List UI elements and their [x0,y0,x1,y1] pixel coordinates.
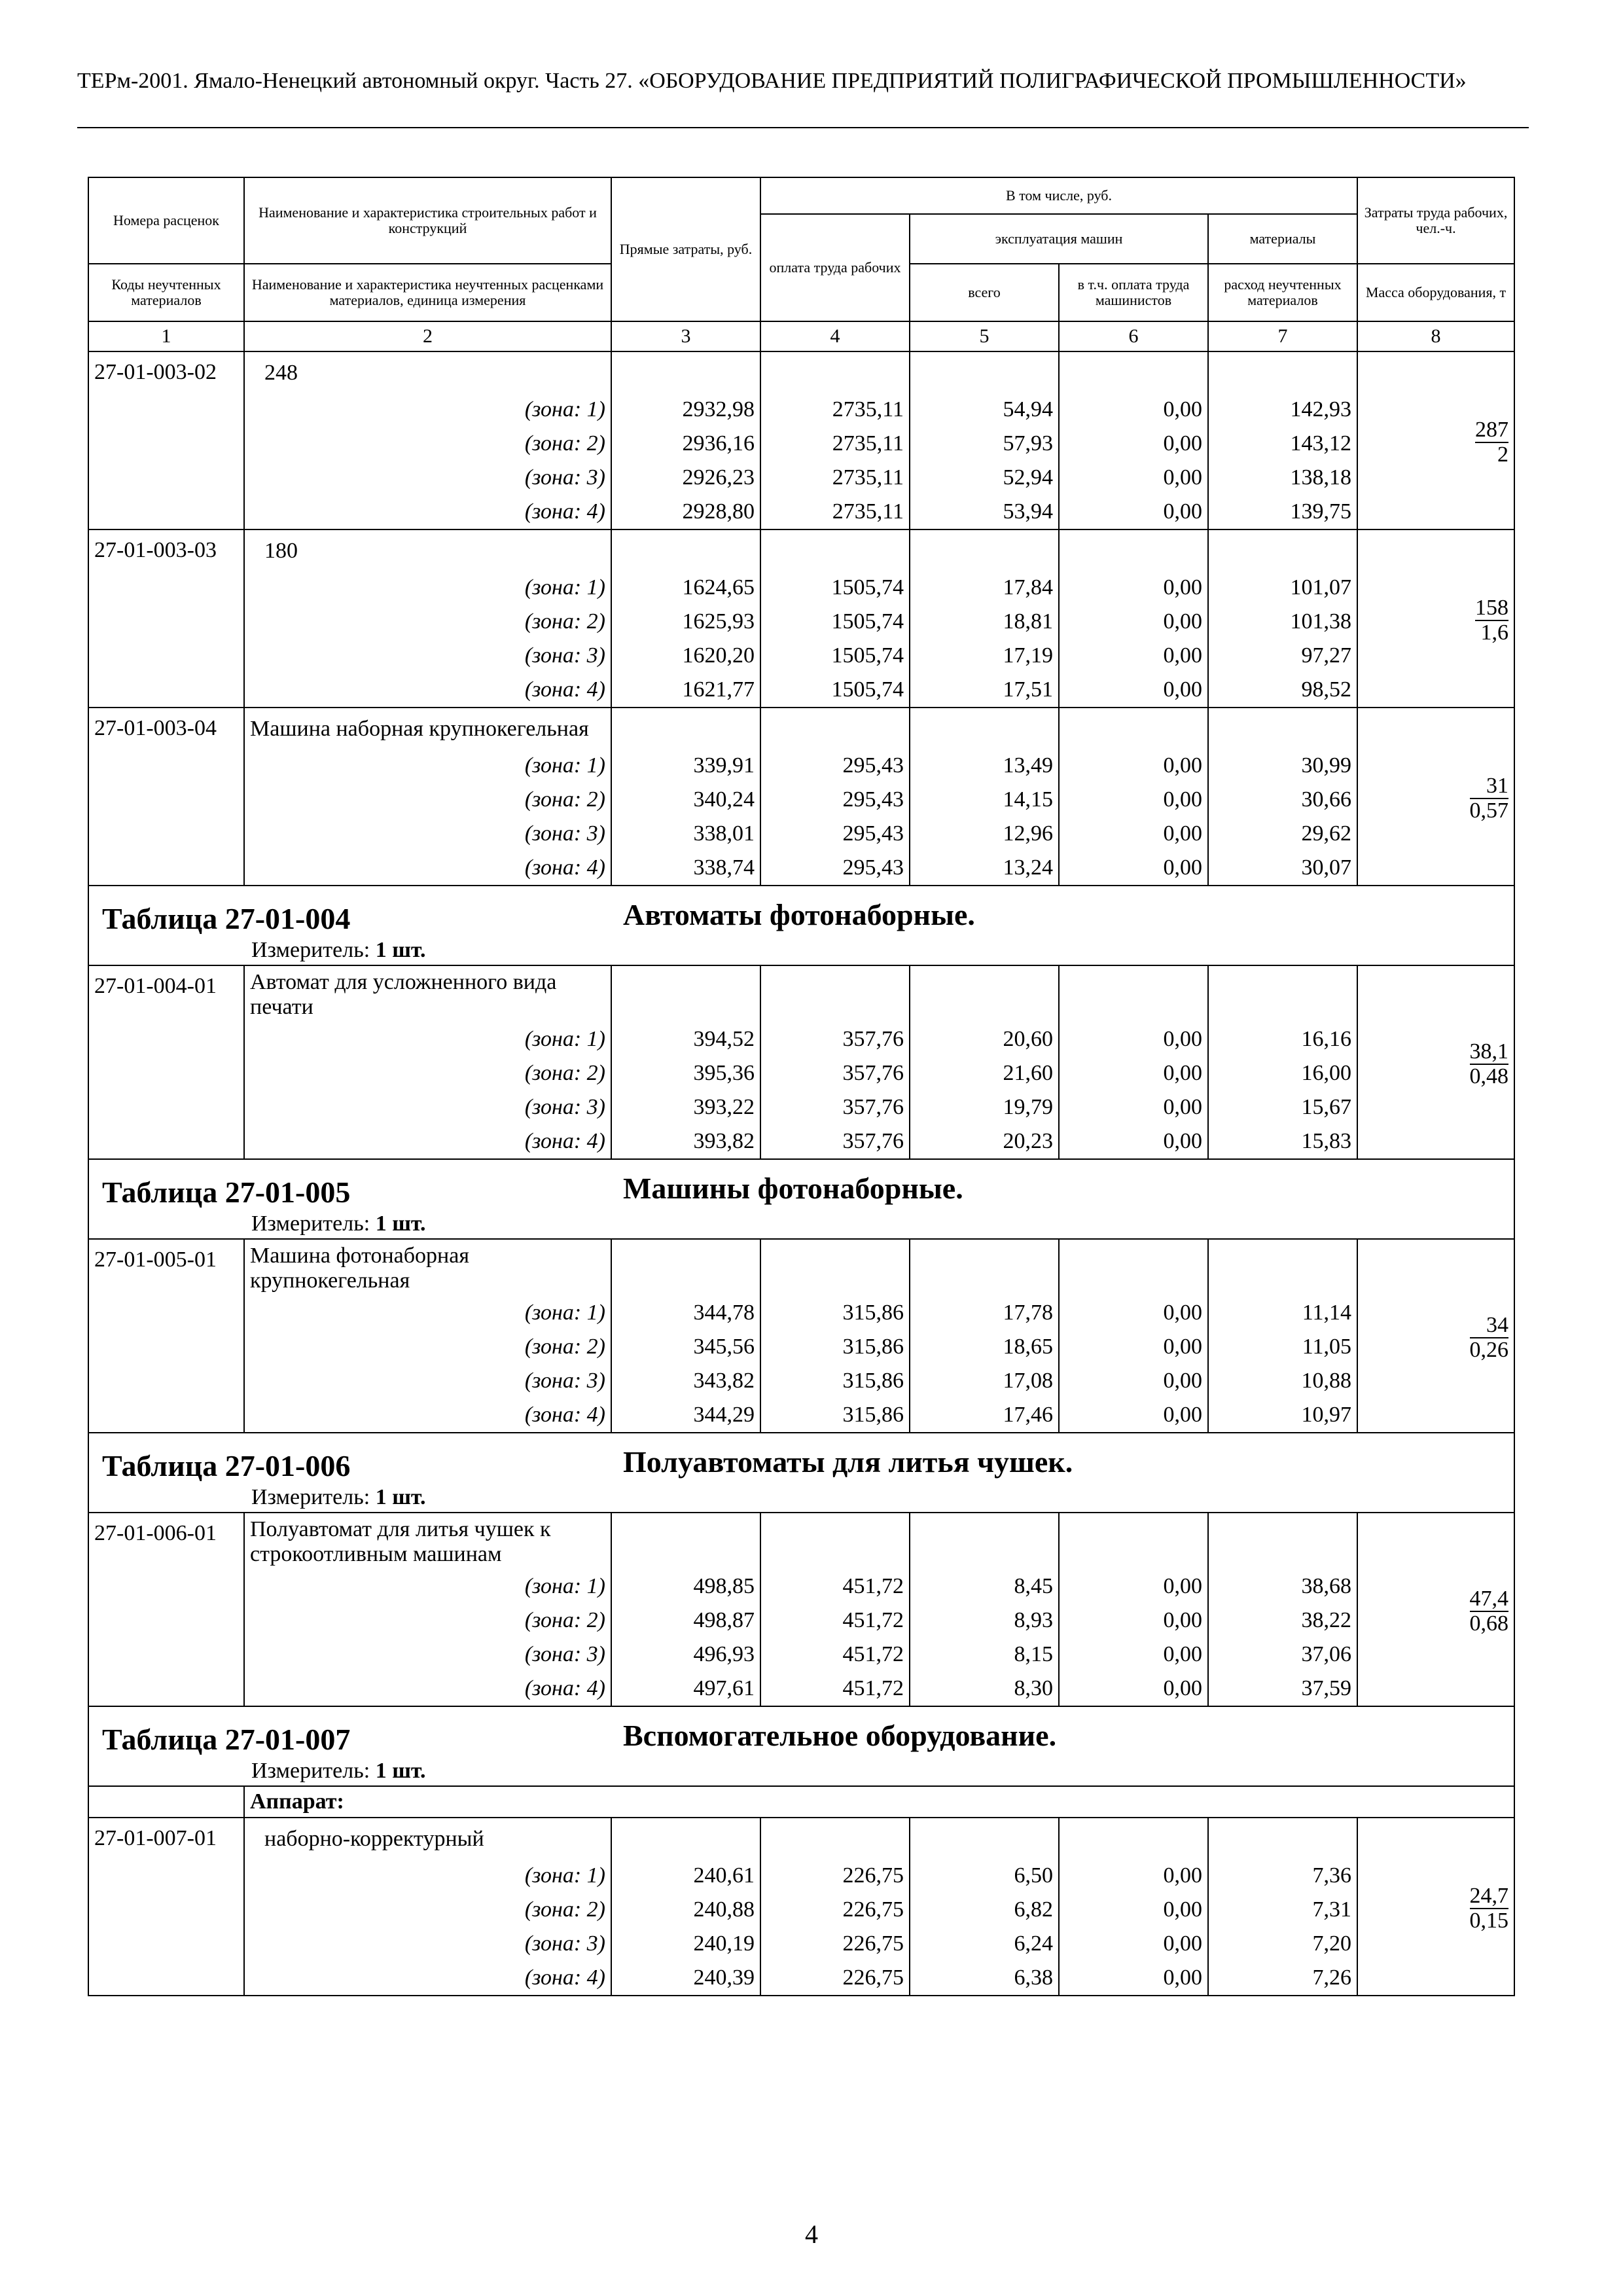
rate-name: Машина фотонаборная крупнокегельная [244,1239,611,1296]
section-title: Полуавтоматы для литья чушек. [623,1445,1073,1479]
labor-mass-cell [1357,351,1514,529]
value-materials: 101,38 [1208,605,1357,639]
zone-row [88,495,1514,529]
value-operators: 0,00 [1059,673,1208,708]
value-operators: 0,00 [1059,571,1208,605]
value-operators: 0,00 [1059,1672,1208,1706]
col4-header: оплата труда рабочих [760,214,910,321]
zone-row [88,1672,1514,1706]
equipment-mass: 0,15 [1469,1908,1509,1933]
zone-row [88,461,1514,495]
value-machines: 14,15 [910,783,1059,817]
value-materials: 10,88 [1208,1364,1357,1398]
value-machines: 13,49 [910,749,1059,783]
value-machines: 18,81 [910,605,1059,639]
value-wage: 357,76 [760,1056,910,1090]
col8-bottom-header: Масса оборудования, т [1357,264,1514,321]
value-operators: 0,00 [1059,639,1208,673]
labor-mass-fraction [1470,1884,1509,1933]
col2-bottom-header: Наименование и характеристика неучтенных расценками материалов, единица измерения [244,264,611,321]
zone-row [88,427,1514,461]
value-materials: 37,06 [1208,1638,1357,1672]
col7-header: расход неучтенных материалов [1208,264,1357,321]
zone-label: (зона: 4) [244,1672,611,1706]
zone-row [88,851,1514,886]
zone-label: (зона: 1) [244,1859,611,1893]
zone-label: (зона: 4) [244,1961,611,1996]
value-machines: 8,93 [910,1604,1059,1638]
rate-row [88,1818,1514,1859]
zone-label: (зона: 1) [244,1022,611,1056]
value-wage: 1505,74 [760,605,910,639]
value-direct: 2932,98 [611,393,760,427]
value-machines: 17,46 [910,1398,1059,1433]
column-number: 7 [1208,321,1357,351]
section-table-number: Таблица 27-01-007 [102,1723,351,1756]
table-section-heading [88,1159,1514,1210]
value-machines: 17,08 [910,1364,1059,1398]
zone-row [88,1893,1514,1927]
value-materials: 7,26 [1208,1961,1357,1996]
zone-label: (зона: 4) [244,495,611,529]
value-materials: 15,67 [1208,1090,1357,1124]
value-operators: 0,00 [1059,1022,1208,1056]
value-direct: 240,61 [611,1859,760,1893]
value-materials: 29,62 [1208,817,1357,851]
rate-code: 27-01-003-04 [88,708,244,886]
col2-top-header: Наименование и характеристика строительных работ и конструкций [244,177,611,264]
value-wage: 295,43 [760,851,910,886]
section-table-number: Таблица 27-01-004 [102,902,351,935]
value-operators: 0,00 [1059,851,1208,886]
value-operators: 0,00 [1059,1330,1208,1364]
value-direct: 393,82 [611,1124,760,1159]
value-wage: 2735,11 [760,495,910,529]
value-wage: 1505,74 [760,673,910,708]
value-materials: 101,07 [1208,571,1357,605]
value-operators: 0,00 [1059,1638,1208,1672]
value-machines: 17,78 [910,1296,1059,1330]
value-operators: 0,00 [1059,817,1208,851]
zone-label: (зона: 2) [244,1330,611,1364]
labor-mass-cell [1357,1818,1514,1996]
value-machines: 13,24 [910,851,1059,886]
value-wage: 451,72 [760,1604,910,1638]
zone-label: (зона: 2) [244,427,611,461]
value-wage: 451,72 [760,1672,910,1706]
zone-label: (зона: 4) [244,851,611,886]
section-meter-row [88,1757,1514,1786]
value-operators: 0,00 [1059,1961,1208,1996]
value-operators: 0,00 [1059,1398,1208,1433]
rate-row [88,708,1514,749]
rate-row [88,529,1514,571]
value-direct: 1620,20 [611,639,760,673]
zone-row [88,605,1514,639]
rate-code: 27-01-006-01 [88,1513,244,1706]
col3-header: Прямые затраты, руб. [611,177,760,321]
value-operators: 0,00 [1059,749,1208,783]
rate-code: 27-01-007-01 [88,1818,244,1996]
col1-top-header: Номера расценок [88,177,244,264]
zone-row [88,1090,1514,1124]
group-header: В том числе, руб. [760,177,1357,214]
value-direct: 240,88 [611,1893,760,1927]
value-materials: 10,97 [1208,1398,1357,1433]
value-operators: 0,00 [1059,393,1208,427]
value-materials: 11,14 [1208,1296,1357,1330]
rate-name: 248 [244,351,611,393]
column-number: 1 [88,321,244,351]
value-wage: 226,75 [760,1927,910,1961]
zone-row [88,749,1514,783]
zone-row [88,1638,1514,1672]
zone-label: (зона: 2) [244,1056,611,1090]
labor-mass-cell [1357,965,1514,1159]
value-wage: 1505,74 [760,639,910,673]
value-direct: 340,24 [611,783,760,817]
labor-mass-fraction [1470,1587,1509,1636]
zone-row [88,1056,1514,1090]
value-materials: 15,83 [1208,1124,1357,1159]
value-materials: 7,31 [1208,1893,1357,1927]
value-wage: 315,86 [760,1296,910,1330]
value-operators: 0,00 [1059,1364,1208,1398]
value-machines: 6,24 [910,1927,1059,1961]
value-materials: 7,36 [1208,1859,1357,1893]
zone-label: (зона: 4) [244,1398,611,1433]
page-number: 4 [805,2219,818,2249]
col1-bottom-header: Коды неучтенных материалов [88,264,244,321]
value-wage: 2735,11 [760,393,910,427]
value-machines: 19,79 [910,1090,1059,1124]
zone-label: (зона: 1) [244,749,611,783]
zone-label: (зона: 3) [244,461,611,495]
value-machines: 20,60 [910,1022,1059,1056]
value-materials: 138,18 [1208,461,1357,495]
value-operators: 0,00 [1059,1893,1208,1927]
equipment-mass: 1,6 [1480,620,1509,645]
column-number: 8 [1357,321,1514,351]
value-operators: 0,00 [1059,461,1208,495]
value-machines: 8,45 [910,1570,1059,1604]
value-materials: 139,75 [1208,495,1357,529]
zone-label: (зона: 2) [244,605,611,639]
value-wage: 226,75 [760,1859,910,1893]
zone-row [88,1570,1514,1604]
zone-row [88,817,1514,851]
value-direct: 1625,93 [611,605,760,639]
col8-top-header: Затраты труда рабочих, чел.-ч. [1357,177,1514,264]
value-operators: 0,00 [1059,1927,1208,1961]
labor-mass-fraction [1470,1314,1509,1362]
value-direct: 498,87 [611,1604,760,1638]
zone-label: (зона: 3) [244,817,611,851]
meter-label: Измеритель: [251,1485,370,1509]
value-machines: 54,94 [910,393,1059,427]
value-wage: 315,86 [760,1364,910,1398]
value-wage: 451,72 [760,1638,910,1672]
rate-row [88,351,1514,393]
section-table-number: Таблица 27-01-006 [102,1449,351,1482]
machines-header: эксплуатация машин [910,214,1208,264]
section-meter-row [88,936,1514,965]
zone-label: (зона: 3) [244,1090,611,1124]
meter-label: Измеритель: [251,1759,370,1783]
value-machines: 57,93 [910,427,1059,461]
column-numbers-row [88,321,1514,351]
section-title: Автоматы фотонаборные. [623,898,975,931]
zone-row [88,673,1514,708]
zone-row [88,1927,1514,1961]
value-operators: 0,00 [1059,1859,1208,1893]
rate-row [88,1239,1514,1296]
col6-header: в т.ч. оплата труда машинистов [1059,264,1208,321]
section-title: Машины фотонаборные. [623,1172,963,1205]
zone-label: (зона: 4) [244,1124,611,1159]
zone-row [88,1022,1514,1056]
value-wage: 2735,11 [760,427,910,461]
value-materials: 30,66 [1208,783,1357,817]
labor-cost: 34 [1470,1314,1509,1338]
value-wage: 2735,11 [760,461,910,495]
col5-header: всего [910,264,1059,321]
meter-label: Измеритель: [251,938,370,962]
zone-row [88,1961,1514,1996]
rate-code: 27-01-003-02 [88,351,244,529]
value-direct: 2936,16 [611,427,760,461]
value-materials: 30,07 [1208,851,1357,886]
value-direct: 394,52 [611,1022,760,1056]
labor-mass-cell [1357,708,1514,886]
meter-value: 1 шт. [375,1485,426,1509]
value-wage: 295,43 [760,783,910,817]
value-wage: 357,76 [760,1022,910,1056]
column-number: 5 [910,321,1059,351]
zone-row [88,1604,1514,1638]
section-title: Вспомогательное оборудование. [623,1719,1057,1752]
labor-mass-cell [1357,1513,1514,1706]
section-meter-row [88,1483,1514,1513]
labor-mass-fraction [1470,1040,1509,1088]
meter-label: Измеритель: [251,1211,370,1236]
zone-row [88,393,1514,427]
value-materials: 16,16 [1208,1022,1357,1056]
value-direct: 496,93 [611,1638,760,1672]
labor-mass-fraction [1475,596,1508,645]
value-direct: 344,29 [611,1398,760,1433]
section-meter-row [88,1210,1514,1239]
value-wage: 357,76 [760,1124,910,1159]
labor-cost: 31 [1470,774,1509,799]
zone-row [88,639,1514,673]
meter-value: 1 шт. [375,938,426,962]
value-materials: 38,22 [1208,1604,1357,1638]
zone-row [88,1124,1514,1159]
rate-name: Автомат для усложненного вида печати [244,965,611,1022]
column-number: 6 [1059,321,1208,351]
zone-row [88,783,1514,817]
rates-table [88,177,1515,1996]
value-wage: 357,76 [760,1090,910,1124]
rate-row [88,965,1514,1022]
equipment-mass: 2 [1497,442,1509,467]
column-number: 2 [244,321,611,351]
zone-label: (зона: 1) [244,1296,611,1330]
value-materials: 38,68 [1208,1570,1357,1604]
column-number: 4 [760,321,910,351]
value-operators: 0,00 [1059,605,1208,639]
zone-label: (зона: 1) [244,393,611,427]
zone-label: (зона: 3) [244,1927,611,1961]
value-machines: 17,51 [910,673,1059,708]
value-operators: 0,00 [1059,1124,1208,1159]
value-wage: 315,86 [760,1330,910,1364]
value-machines: 21,60 [910,1056,1059,1090]
value-direct: 1621,77 [611,673,760,708]
value-direct: 497,61 [611,1672,760,1706]
labor-cost: 24,7 [1469,1883,1509,1908]
zone-label: (зона: 3) [244,1638,611,1672]
value-direct: 343,82 [611,1364,760,1398]
value-materials: 11,05 [1208,1330,1357,1364]
value-materials: 16,00 [1208,1056,1357,1090]
value-wage: 451,72 [760,1570,910,1604]
value-direct: 338,01 [611,817,760,851]
value-direct: 339,91 [611,749,760,783]
rate-name: Полуавтомат для литья чушек к строкоотливным машинам [244,1513,611,1570]
table-section-heading [88,1433,1514,1483]
zone-label: (зона: 2) [244,1604,611,1638]
value-machines: 6,82 [910,1893,1059,1927]
materials-header: материалы [1208,214,1357,264]
value-operators: 0,00 [1059,1296,1208,1330]
value-machines: 17,19 [910,639,1059,673]
value-machines: 8,30 [910,1672,1059,1706]
rate-code: 27-01-005-01 [88,1239,244,1433]
labor-mass-cell [1357,1239,1514,1433]
labor-mass-fraction [1475,418,1508,467]
value-wage: 1505,74 [760,571,910,605]
value-direct: 240,19 [611,1927,760,1961]
value-materials: 143,12 [1208,427,1357,461]
subheading: Аппарат: [244,1786,1514,1818]
subheading-row [88,1786,1514,1818]
zone-row [88,1364,1514,1398]
zone-label: (зона: 4) [244,673,611,708]
rate-name: 180 [244,529,611,571]
rate-row [88,1513,1514,1570]
value-operators: 0,00 [1059,1570,1208,1604]
table-body [88,177,1514,1996]
header-rule [77,127,1529,128]
rate-code: 27-01-003-03 [88,529,244,708]
value-direct: 240,39 [611,1961,760,1996]
value-operators: 0,00 [1059,1090,1208,1124]
value-materials: 97,27 [1208,639,1357,673]
value-materials: 142,93 [1208,393,1357,427]
value-materials: 30,99 [1208,749,1357,783]
labor-cost: 287 [1475,417,1509,442]
value-machines: 17,84 [910,571,1059,605]
equipment-mass: 0,68 [1469,1611,1509,1636]
meter-value: 1 шт. [375,1759,426,1783]
table-section-heading [88,886,1514,936]
column-number: 3 [611,321,760,351]
equipment-mass: 0,48 [1469,1064,1509,1088]
value-materials: 37,59 [1208,1672,1357,1706]
labor-mass-cell [1357,529,1514,708]
rate-code: 27-01-004-01 [88,965,244,1159]
value-direct: 1624,65 [611,571,760,605]
value-machines: 6,38 [910,1961,1059,1996]
value-machines: 6,50 [910,1859,1059,1893]
zone-row [88,571,1514,605]
value-direct: 395,36 [611,1056,760,1090]
value-direct: 345,56 [611,1330,760,1364]
equipment-mass: 0,57 [1469,798,1509,823]
value-machines: 8,15 [910,1638,1059,1672]
value-operators: 0,00 [1059,427,1208,461]
running-header: ТЕРм-2001. Ямало-Ненецкий автономный округ. Часть 27. «ОБОРУДОВАНИЕ ПРЕДПРИЯТИЙ ПОЛИГРАФИЧЕСКОЙ ПРОМЫШЛЕННОСТИ» [77,69,1467,93]
value-wage: 226,75 [760,1961,910,1996]
zone-label: (зона: 1) [244,571,611,605]
rate-name: Машина наборная крупнокегельная [244,708,611,749]
value-materials: 7,20 [1208,1927,1357,1961]
equipment-mass: 0,26 [1469,1337,1509,1362]
value-direct: 2926,23 [611,461,760,495]
value-wage: 295,43 [760,817,910,851]
value-wage: 295,43 [760,749,910,783]
value-materials: 98,52 [1208,673,1357,708]
value-direct: 498,85 [611,1570,760,1604]
zone-label: (зона: 3) [244,639,611,673]
value-operators: 0,00 [1059,495,1208,529]
zone-label: (зона: 1) [244,1570,611,1604]
rate-name: наборно-корректурный [244,1818,611,1859]
zone-label: (зона: 2) [244,1893,611,1927]
value-operators: 0,00 [1059,1056,1208,1090]
zone-row [88,1859,1514,1893]
value-operators: 0,00 [1059,1604,1208,1638]
table-section-heading [88,1706,1514,1757]
zone-label: (зона: 3) [244,1364,611,1398]
value-direct: 344,78 [611,1296,760,1330]
value-machines: 53,94 [910,495,1059,529]
labor-cost: 38,1 [1469,1039,1509,1064]
zone-label: (зона: 2) [244,783,611,817]
value-machines: 12,96 [910,817,1059,851]
value-direct: 2928,80 [611,495,760,529]
labor-cost: 158 [1475,595,1509,620]
value-wage: 226,75 [760,1893,910,1927]
zone-row [88,1398,1514,1433]
labor-cost: 47,4 [1469,1586,1509,1611]
labor-mass-fraction [1470,774,1509,823]
value-wage: 315,86 [760,1398,910,1433]
value-direct: 338,74 [611,851,760,886]
value-machines: 52,94 [910,461,1059,495]
value-machines: 18,65 [910,1330,1059,1364]
value-machines: 20,23 [910,1124,1059,1159]
value-direct: 393,22 [611,1090,760,1124]
zone-row [88,1330,1514,1364]
meter-value: 1 шт. [375,1211,426,1236]
value-operators: 0,00 [1059,783,1208,817]
section-table-number: Таблица 27-01-005 [102,1175,351,1209]
zone-row [88,1296,1514,1330]
